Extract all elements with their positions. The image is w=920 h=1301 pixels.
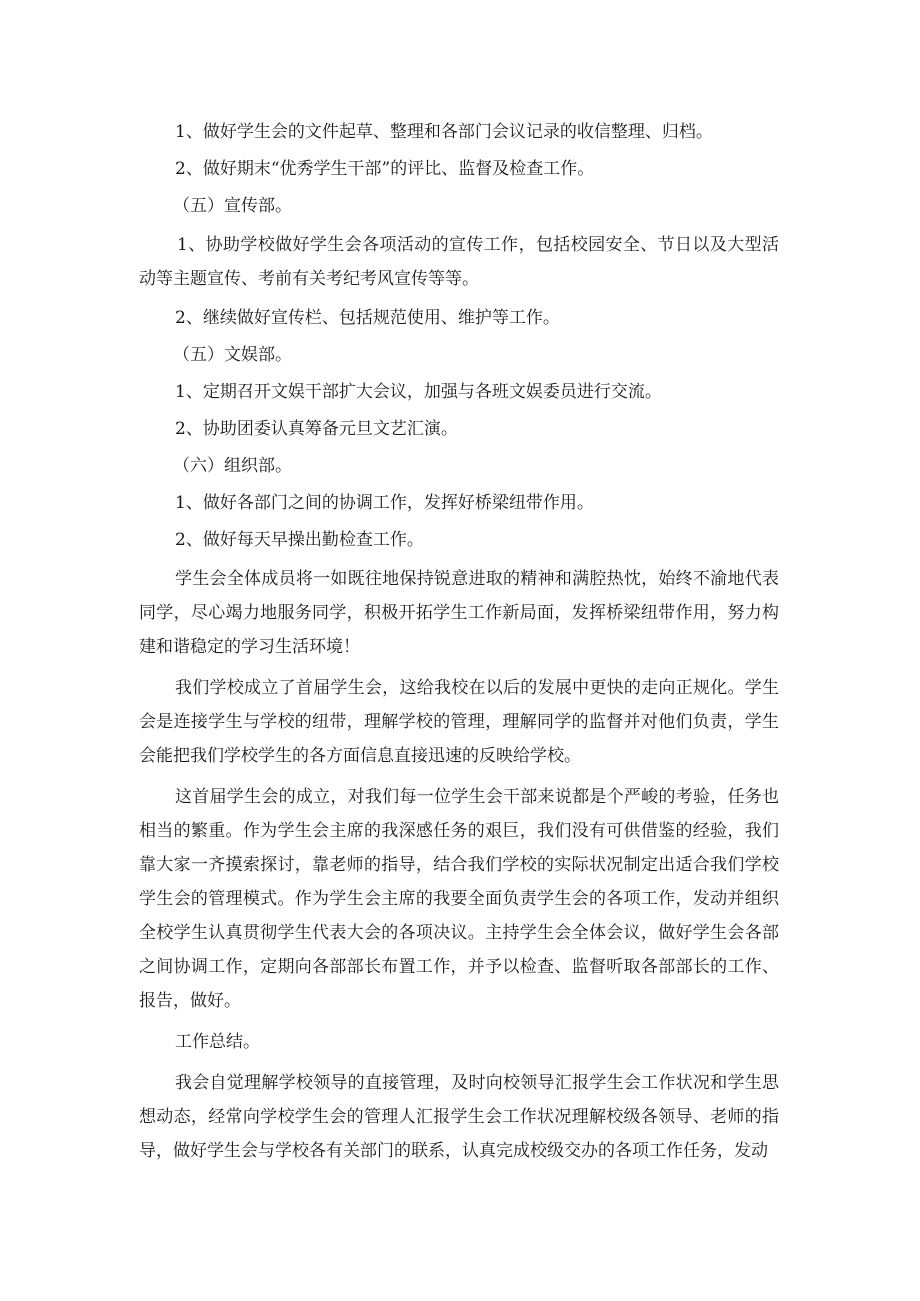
list-item: 1、做好学生会的文件起草、整理和各部门会议记录的收信整理、归档。 [175, 122, 713, 142]
section-heading: （五）宣传部。 [173, 196, 292, 216]
section-heading: （六）组织部。 [173, 456, 292, 476]
list-item: 2、做好期末“优秀学生干部”的评比、监督及检查工作。 [175, 159, 595, 179]
list-item: 1、做好各部门之间的协调工作，发挥好桥梁纽带作用。 [175, 493, 594, 513]
list-item: 1、协助学校做好学生会各项活动的宣传工作，包括校园安全、节日以及大型活动等主题宣传、考前有关考纪考风宣传等等。 [139, 235, 779, 289]
paragraph-heading: 工作总结。 [175, 1032, 260, 1052]
list-item: 2、协助团委认真筹备元旦文艺汇演。 [175, 419, 458, 439]
list-item: 1、定期召开文娱干部扩大会议，加强与各班文娱委员进行交流。 [175, 382, 662, 402]
paragraph: 学生会全体成员将一如既往地保持锐意进取的精神和满腔热忱，始终不渝地代表同学，尽心竭力地服务同学，积极开拓学生工作新局面，发挥桥梁纽带作用，努力构建和谐稳定的学习生活环境！ [139, 569, 779, 657]
paragraph: 我会自觉理解学校领导的直接管理，及时向校领导汇报学生会工作状况和学生思想动态，经常向学校学生会的管理人汇报学生会工作状况理解校级各领导、老师的指导，做好学生会与学校各有关部门的联系，认真完成校级交办的各项工作任务，发动 [139, 1073, 779, 1161]
paragraph: 我们学校成立了首届学生会，这给我校在以后的发展中更快的走向正规化。学生会是连接学生与学校的纽带，理解学校的管理，理解同学的监督并对他们负责，学生会能把我们学校学生的各方面信息直接迅速的反映给学校。 [139, 678, 779, 766]
section-heading: （五）文娱部。 [173, 345, 292, 365]
paragraph: 这首届学生会的成立，对我们每一位学生会干部来说都是个严峻的考验，任务也相当的繁重。作为学生会主席的我深感任务的艰巨，我们没有可供借鉴的经验，我们靠大家一齐摸索探讨，靠老师的指导，结合我们学校的实际状况制定出适合我们学校学生会的管理模式。作为学生会主席的我要全面负责学生会的各项工作，发动并组织全校学生认真贯彻学生代表大会的各项决议。主持学生会全体会议，做好学生会各部之间协调工作，定期向各部部长布置工作，并予以检查、监督听取各部部长的工作、报告，做好。 [139, 787, 779, 1011]
document-body [139, 117, 779, 1175]
list-item: 2、做好每天早操出勤检查工作。 [175, 530, 424, 550]
list-item: 2、继续做好宣传栏、包括规范使用、维护等工作。 [175, 308, 560, 328]
